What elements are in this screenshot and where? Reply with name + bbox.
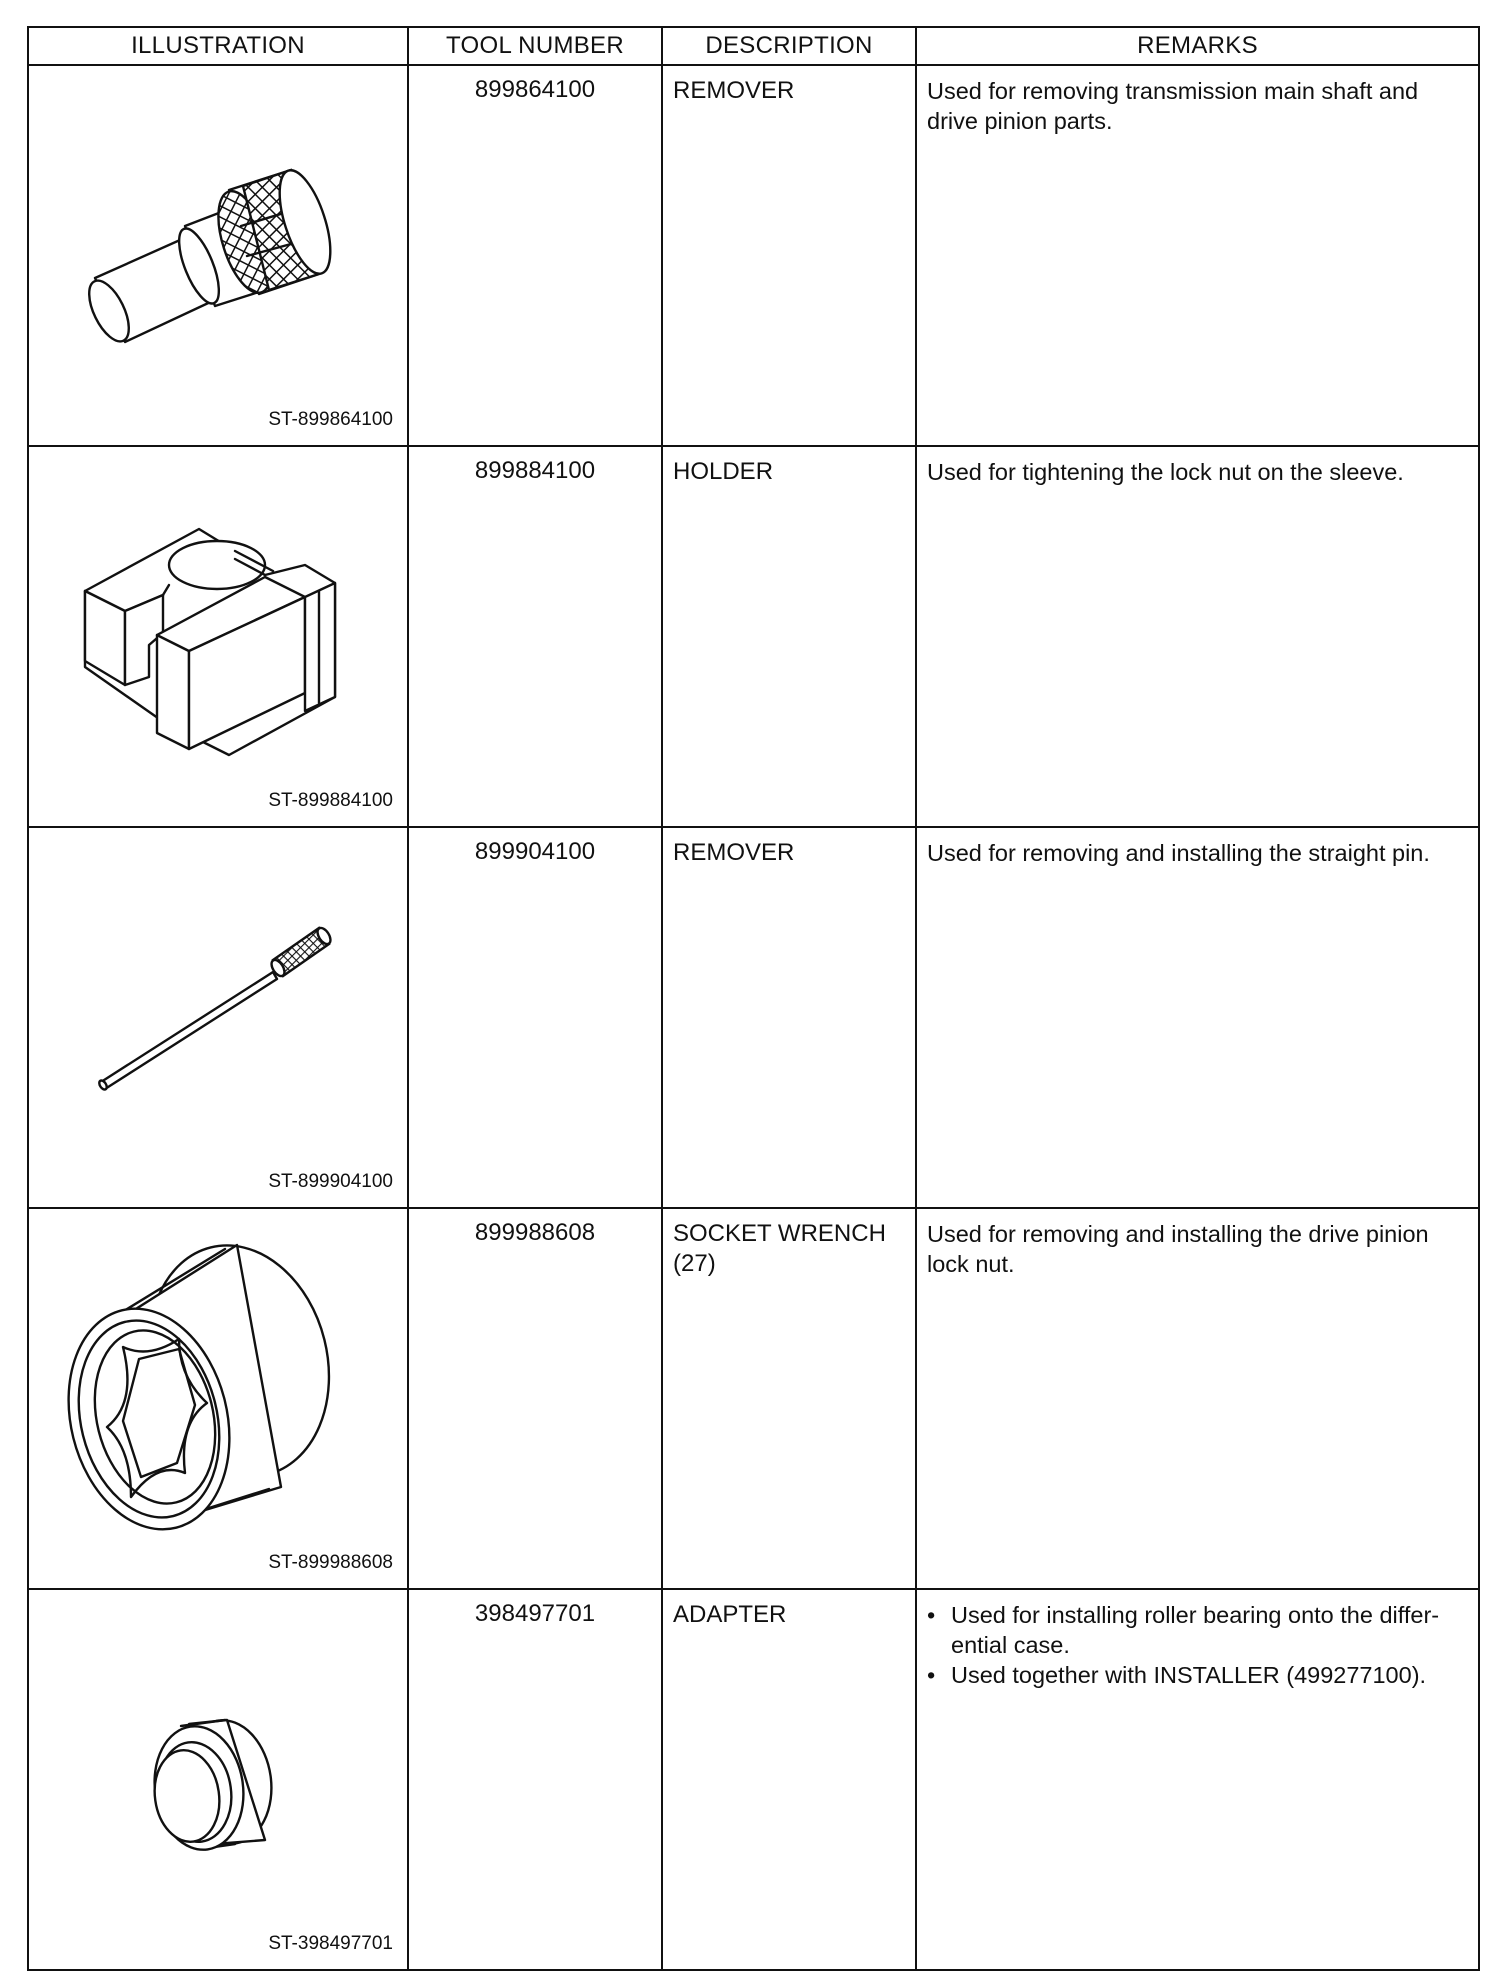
header-illustration: ILLUSTRATION bbox=[28, 27, 408, 65]
remover-shaft-icon bbox=[29, 66, 407, 406]
illustration-code: ST-899884100 bbox=[268, 790, 393, 811]
remarks: Used for tightening the lock nut on the sleeve. bbox=[916, 446, 1479, 827]
remarks bbox=[916, 1589, 1479, 1970]
holder-block-icon bbox=[29, 447, 407, 787]
description: REMOVER bbox=[662, 65, 916, 446]
remarks-bullet bbox=[927, 1660, 1470, 1690]
remover-pin-icon bbox=[29, 828, 407, 1168]
table-row bbox=[28, 1589, 1479, 1970]
tool-number: 899884100 bbox=[408, 446, 662, 827]
remarks-bullet bbox=[927, 1600, 1470, 1660]
illustration-code: ST-899864100 bbox=[268, 409, 393, 430]
remarks: Used for removing and installing the straight pin. bbox=[916, 827, 1479, 1208]
illustration-cell bbox=[28, 1208, 408, 1589]
table-row bbox=[28, 827, 1479, 1208]
header-remarks: REMARKS bbox=[916, 27, 1479, 65]
description: SOCKET WRENCH (27) bbox=[662, 1208, 916, 1589]
description: ADAPTER bbox=[662, 1589, 916, 1970]
table-row bbox=[28, 1208, 1479, 1589]
illustration-code: ST-899904100 bbox=[268, 1171, 393, 1192]
illustration-cell bbox=[28, 446, 408, 827]
adapter-icon bbox=[29, 1590, 407, 1930]
bullet-icon: • bbox=[927, 1602, 936, 1628]
tool-number: 899864100 bbox=[408, 65, 662, 446]
special-tools-table bbox=[27, 26, 1480, 1971]
illustration-code: ST-899988608 bbox=[268, 1552, 393, 1573]
tool-number: 398497701 bbox=[408, 1589, 662, 1970]
illustration-cell bbox=[28, 65, 408, 446]
remarks: Used for removing transmission main shaft and drive pinion parts. bbox=[916, 65, 1479, 446]
table-row bbox=[28, 65, 1479, 446]
tool-number: 899988608 bbox=[408, 1208, 662, 1589]
socket-wrench-icon bbox=[29, 1209, 407, 1549]
remarks-bullet-text: Used for installing roller bearing onto the differ- ential case. bbox=[951, 1602, 1440, 1658]
illustration-code: ST-398497701 bbox=[268, 1933, 393, 1954]
header-description: DESCRIPTION bbox=[662, 27, 916, 65]
illustration-cell bbox=[28, 1589, 408, 1970]
illustration-cell bbox=[28, 827, 408, 1208]
header-row bbox=[28, 27, 1479, 65]
bullet-icon: • bbox=[927, 1662, 936, 1688]
tool-number: 899904100 bbox=[408, 827, 662, 1208]
description: REMOVER bbox=[662, 827, 916, 1208]
description: HOLDER bbox=[662, 446, 916, 827]
remarks: Used for removing and installing the drive pinion lock nut. bbox=[916, 1208, 1479, 1589]
remarks-bullet-text: Used together with INSTALLER (499277100). bbox=[951, 1662, 1427, 1688]
header-tool-number: TOOL NUMBER bbox=[408, 27, 662, 65]
table-row bbox=[28, 446, 1479, 827]
